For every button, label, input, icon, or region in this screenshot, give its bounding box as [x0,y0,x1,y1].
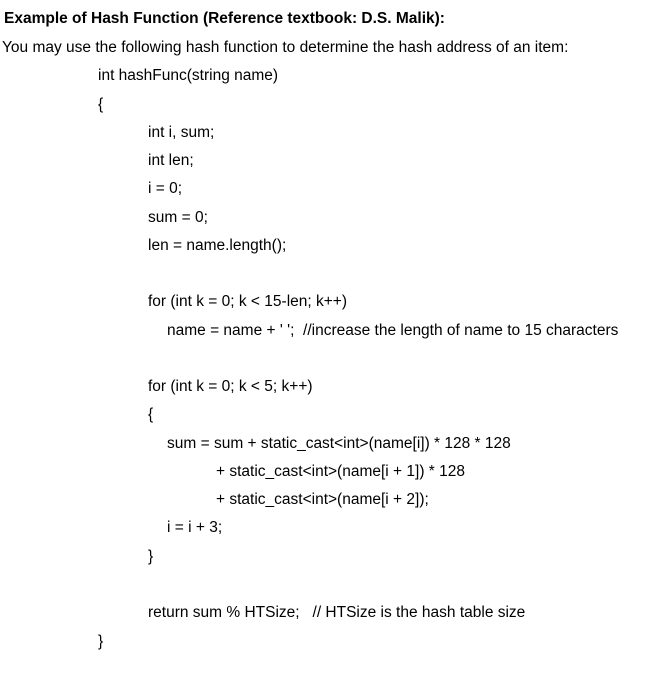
function-open-brace: { [98,96,104,113]
page-title: Example of Hash Function (Reference textbook: D.S. Malik): [4,10,445,27]
for-loop-2-open-brace: { [148,406,154,423]
return-statement: return sum % HTSize; // HTSize is the hash table size [148,604,526,621]
sum-line-1: sum = sum + static_cast<int>(name[i]) * 128 * 128 [167,435,511,452]
for-loop-2-header: for (int k = 0; k < 5; k++) [148,378,313,395]
decl-len: int len; [148,152,194,169]
sum-line-2: + static_cast<int>(name[i + 1]) * 128 [216,463,465,480]
init-sum: sum = 0; [148,209,208,226]
init-len: len = name.length(); [148,237,287,254]
increment-i: i = i + 3; [167,519,223,536]
function-signature: int hashFunc(string name) [98,67,279,84]
for-loop-1-body: name = name + ' '; //increase the length of name to 15 characters [167,322,619,339]
sum-line-3: + static_cast<int>(name[i + 2]); [216,491,429,508]
for-loop-1-header: for (int k = 0; k < 15-len; k++) [148,293,348,310]
intro-text: You may use the following hash function to determine the hash address of an item: [2,39,569,56]
init-i: i = 0; [148,180,183,197]
decl-i-sum: int i, sum; [148,124,215,141]
for-loop-2-close-brace: } [148,548,154,565]
function-close-brace: } [98,633,104,650]
